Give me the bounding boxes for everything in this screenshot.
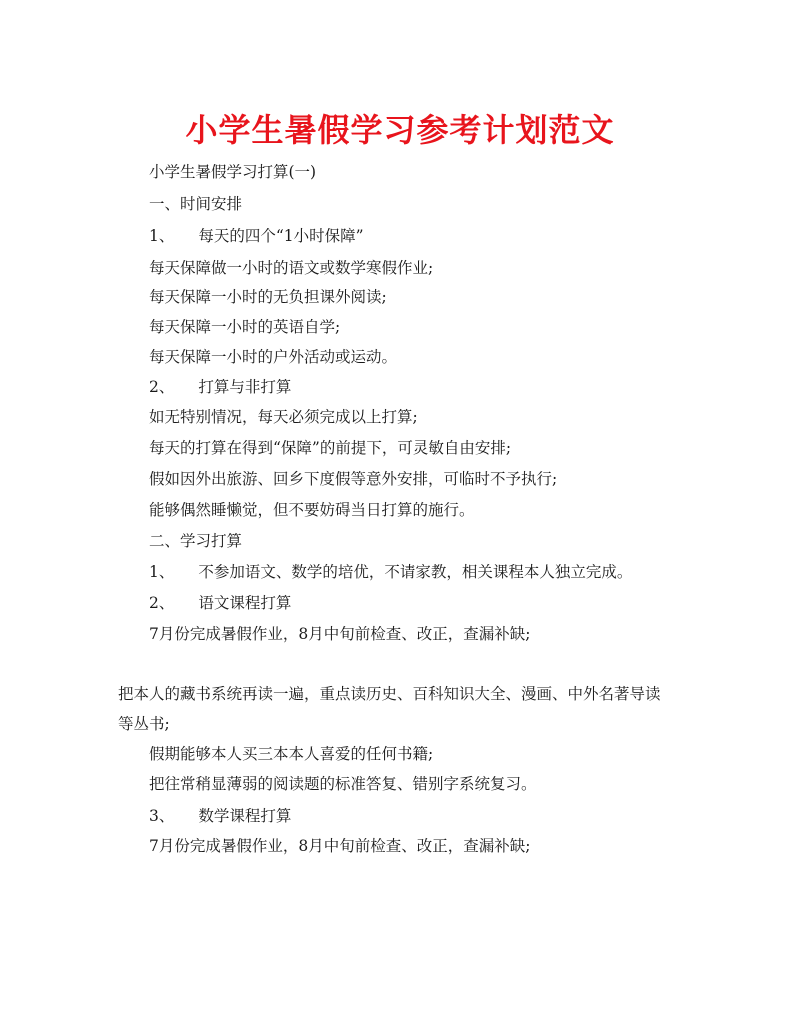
paragraph-line: 把往常稍显薄弱的阅读题的标准答复、错别字系统复习。 [149,775,537,793]
numbered-item [149,561,632,583]
item-number: 1、 [149,227,175,245]
numbered-item [149,805,291,827]
paragraph-line: 等丛书; [118,715,170,733]
numbered-item [149,376,291,398]
paragraph-line: 如无特别情况，每天必须完成以上打算; [149,408,418,426]
paragraph-line: 能够偶然睡懒觉，但不要妨碍当日打算的施行。 [149,501,475,519]
paragraph-line: 每天保障一小时的无负担课外阅读; [149,288,387,306]
paragraph-line: 假期能够本人买三本本人喜爱的任何书籍; [149,745,434,763]
numbered-item [149,225,364,247]
item-text: 语文课程打算 [198,594,292,612]
page-title: 小学生暑假学习参考计划范文 [185,111,615,149]
section-heading: 小学生暑假学习打算(一) [149,163,317,181]
paragraph-line: 每天的打算在得到“保障”的前提下，可灵敏自由安排; [149,439,512,457]
item-text: 数学课程打算 [198,807,292,825]
paragraph-line: 每天保障一小时的户外活动或运动。 [149,348,398,366]
section-heading: 二、学习打算 [149,532,243,550]
item-text: 不参加语文、数学的培优，不请家教，相关课程本人独立完成。 [198,563,633,581]
item-number: 2、 [149,378,175,396]
paragraph-line: 每天保障一小时的英语自学; [149,318,341,336]
paragraph-line: 假如因外出旅游、回乡下度假等意外安排，可临时不予执行; [149,470,558,488]
paragraph-line: 7月份完成暑假作业，8月中旬前检查、改正，查漏补缺; [149,625,531,643]
item-number: 3、 [149,807,175,825]
item-text: 每天的四个“1小时保障” [198,227,364,245]
item-number: 2、 [149,594,175,612]
item-text: 打算与非打算 [198,378,292,396]
numbered-item [149,592,291,614]
section-heading: 一、时间安排 [149,195,243,213]
item-number: 1、 [149,563,175,581]
paragraph-line: 每天保障做一小时的语文或数学寒假作业; [149,259,434,277]
paragraph-line: 7月份完成暑假作业，8月中旬前检查、改正，查漏补缺; [149,837,531,855]
paragraph-line: 把本人的藏书系统再读一遍，重点读历史、百科知识大全、漫画、中外名著导读 [118,685,661,703]
